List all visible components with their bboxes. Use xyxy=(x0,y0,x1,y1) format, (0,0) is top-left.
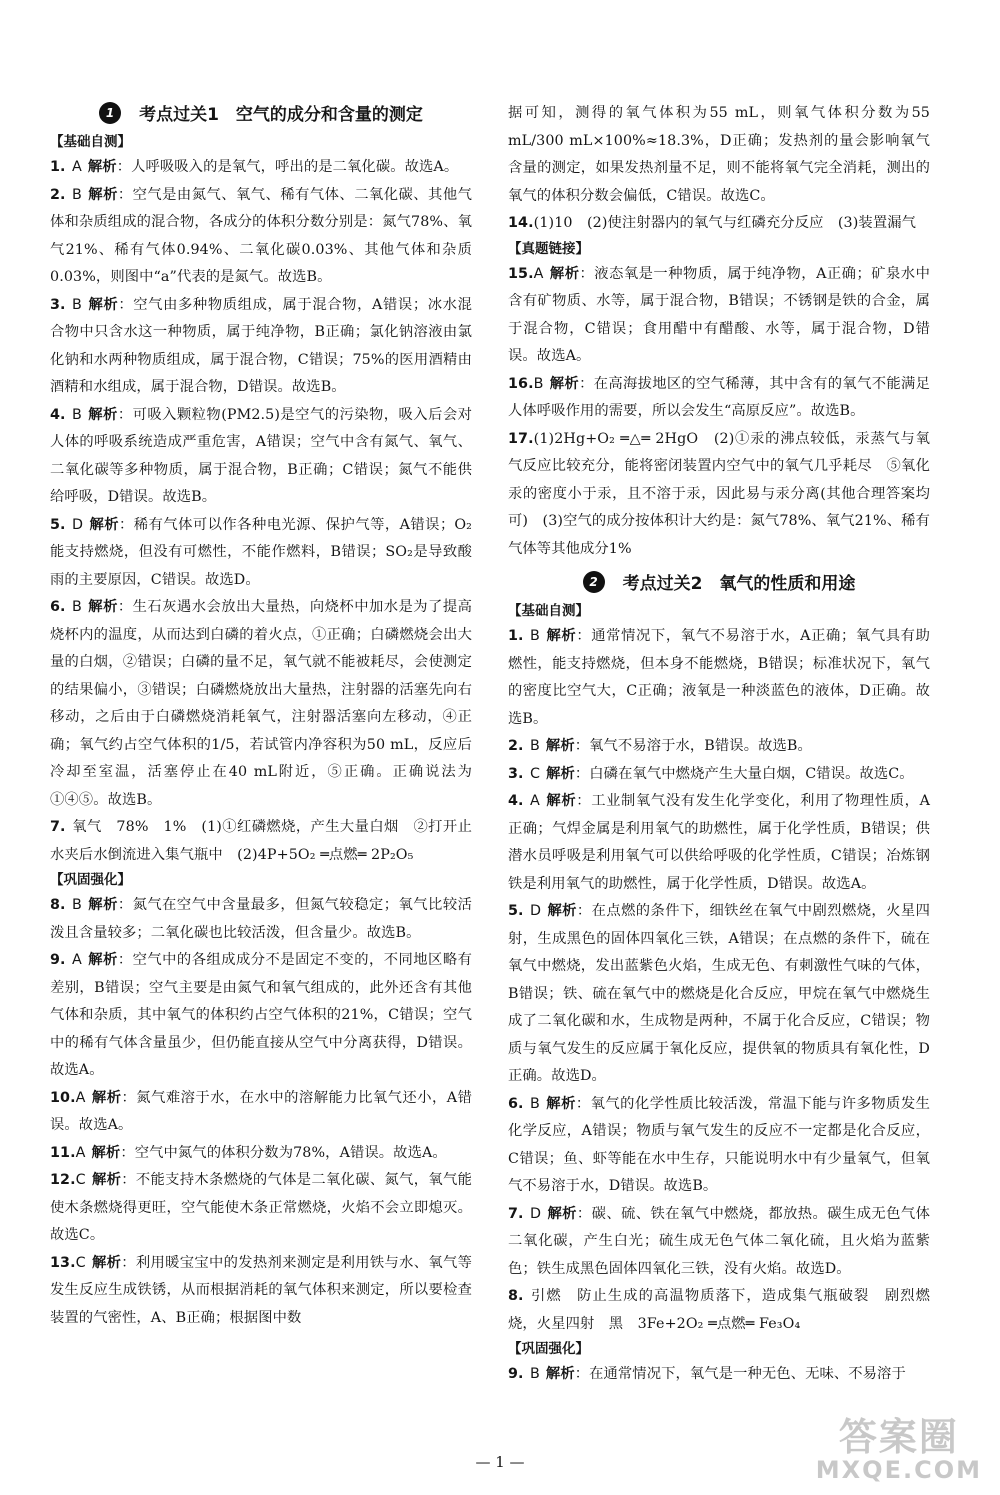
explanation-text: ：稀有气体可以作各种电光源、保护气等，A错误；O₂能支持燃烧，但没有可燃性，不能作燃料，B错误；SO₂是导致酸雨的主要原因，C错误。故选D。 xyxy=(50,516,473,588)
question-number: 5. xyxy=(508,903,524,919)
explanation-label: 解析 xyxy=(549,375,580,392)
explanation-text: ：氮气难溶于水，在水中的溶解能力比氧气还小，A错误。故选A。 xyxy=(50,1089,472,1133)
answer-choice: D xyxy=(530,903,542,919)
explanation-text: ：可吸入颗粒物(PM2.5)是空气的污染物，吸入后会对人体的呼吸系统造成严重危害，A错误；空气中含有氮气、氧气、二氧化碳等多种物质，属于混合物，B正确；C错误；氮气不能供给呼吸，D错误。故选B。 xyxy=(50,406,472,505)
question-number: 6. xyxy=(508,1095,524,1112)
topic-heading xyxy=(508,569,930,594)
question-item xyxy=(508,761,930,789)
question-number: 14. xyxy=(508,215,534,231)
question-item xyxy=(508,788,930,898)
answer-choice: A xyxy=(72,952,82,968)
question-item xyxy=(50,1140,472,1168)
explanation-label: 解析 xyxy=(91,1089,122,1106)
explanation-text: 据可知，测得的氧气体积为55 mL，则氧气体积分数为55 mL/300 mL×100%≈18.3%，D正确；发热剂的量会影响氧气含量的测定，如果发热剂量不足，则不能将氧气完全消耗，测出的氧气的体积分数会偏低，C错误。故选C。 xyxy=(508,105,930,204)
explanation-label: 解析 xyxy=(545,738,575,754)
question-number: 3. xyxy=(508,765,524,782)
question-number: 7. xyxy=(50,819,66,835)
question-number: 7. xyxy=(508,1205,524,1222)
question-item xyxy=(508,623,930,733)
explanation-text: ：通常情况下，氧气不易溶于水，A正确；氧气具有助燃性，能支持燃烧，但本身不能燃烧，B错误；标准状况下，氧气的密度比空气大，C正确；液氧是一种淡蓝色的液体，D正确。故选B。 xyxy=(508,628,930,727)
question-number: 12. xyxy=(50,1172,76,1188)
question-number: 9. xyxy=(508,1366,524,1382)
right-column xyxy=(508,100,930,1389)
explanation-text: ：白磷在氧气中燃烧产生大量白烟，C错误。故选C。 xyxy=(574,765,914,782)
section-heading: 【巩固强化】 xyxy=(508,1341,589,1357)
explanation-label: 解析 xyxy=(87,897,118,913)
explanation-text: ：利用暖宝宝中的发热剂来测定是利用铁与水、氧气等发生反应生成铁锈，从而根据消耗的氧气体积来测定，所以要检查装置的气密性，A、B正确；根据图中数 xyxy=(50,1254,472,1326)
answer-choice: B xyxy=(530,1095,540,1112)
answer-choice: A xyxy=(75,1089,86,1106)
question-item xyxy=(508,1091,930,1201)
answer-choice: A xyxy=(72,159,82,175)
question-item xyxy=(50,292,472,402)
question-item xyxy=(50,594,472,814)
explanation-label: 解析 xyxy=(87,186,118,203)
explanation-label: 解析 xyxy=(91,1254,122,1271)
explanation-text: ：空气中氮气的体积分数为78%，A错误。故选A。 xyxy=(120,1144,447,1161)
question-item xyxy=(508,1361,930,1389)
answer-choice: B xyxy=(530,1366,540,1382)
question-number: 16. xyxy=(508,375,534,392)
question-number: 5. xyxy=(50,516,66,533)
answer-choice: A xyxy=(75,1144,86,1161)
explanation-text: ：氮气在空气中含量最多，但氮气较稳定；氧气比较活泼且含量较多；二氧化碳也比较活泼，但含量少。故选B。 xyxy=(50,897,472,941)
question-number: 8. xyxy=(508,1288,524,1304)
explanation-label: 解析 xyxy=(545,628,577,644)
question-item xyxy=(508,371,930,426)
explanation-label: 解析 xyxy=(91,1172,122,1188)
question-number: 13. xyxy=(50,1254,76,1271)
topic-heading xyxy=(50,100,472,125)
question-item xyxy=(508,210,930,238)
watermark-logo xyxy=(816,1417,982,1483)
answer-choice: A xyxy=(533,265,544,282)
question-number: 4. xyxy=(50,406,66,423)
explanation-label: 解析 xyxy=(89,516,120,533)
answer-choice: D xyxy=(72,516,84,533)
question-item xyxy=(50,814,472,869)
explanation-text: (1)2Hg+O₂ ═△═ 2HgO (2)①汞的沸点较低，汞蒸气与氧气反应比较充分，能将密闭装置内空气中的氧气几乎耗尽 ⑤氧化汞的密度小于汞，且不溶于汞，因此易与汞分离(其他合理答案均可) (3)空气的成分按体积计大约是：氮气78%、氧气21%、稀有气体等其他成分1% xyxy=(508,430,930,557)
question-item xyxy=(50,1250,472,1333)
explanation-text: ：人呼吸吸入的是氧气，呼出的是二氧化碳。故选A。 xyxy=(116,159,459,175)
answer-choice: C xyxy=(75,1172,86,1188)
answer-choice: B xyxy=(72,296,82,313)
section-heading: 【基础自测】 xyxy=(508,603,589,619)
left-column xyxy=(50,100,472,1332)
section-heading: 【基础自测】 xyxy=(50,134,131,150)
answer-choice: B xyxy=(72,406,82,423)
explanation-text: ：工业制氧气没有发生化学变化，利用了物理性质，A正确；气焊金属是利用氧气的助燃性，属于化学性质，B错误；供潜水员呼吸是利用氧气可以供给呼吸的化学性质，C错误；冶炼钢铁是利用氧气的助燃性，属于化学性质，D错误。故选A。 xyxy=(508,793,930,892)
question-item xyxy=(50,182,472,292)
explanation-text: ：空气由多种物质组成，属于混合物，A错误；冰水混合物中只含水这一种物质，属于纯净物，B正确；氯化钠溶液由氯化钠和水两种物质组成，属于混合物，C错误；75%的医用酒精由酒精和水组成，属于混合物，D错误。故选B。 xyxy=(50,296,472,395)
question-item xyxy=(50,947,472,1085)
answer-choice: A xyxy=(530,793,540,809)
question-item xyxy=(508,1283,930,1338)
answer-choice: B xyxy=(530,738,540,754)
explanation-text: ：氧气的化学性质比较活泼，常温下能与许多物质发生化学反应，A错误；物质与氧气发生的反应不一定都是化合反应，C错误；鱼、虾等能在水中生存，只能说明水中有少量氧气，但氧气不易溶于水，D错误。故选B。 xyxy=(508,1095,930,1194)
watermark-sub: MXQE.COM xyxy=(815,1456,982,1484)
answer-choice: C xyxy=(530,765,541,782)
topic-badge: 1 xyxy=(99,102,121,124)
question-item xyxy=(50,1085,472,1140)
explanation-text: ：空气中的各组成成分不是固定不变的，不同地区略有差别，B错误；空气主要是由氮气和氧气组成的，此外还含有其他气体和杂质，其中氧气的体积约占空气体积的21%，C错误；空气中的稀有气体含量虽少，但仍能直接从空气中分离获得，D错误。故选A。 xyxy=(50,952,473,1078)
explanation-label: 解析 xyxy=(87,599,118,615)
question-item xyxy=(508,100,930,210)
question-item xyxy=(50,512,472,595)
watermark-main: 答案圈 xyxy=(838,1415,959,1459)
explanation-text: 引燃 防止生成的高温物质落下，造成集气瓶破裂 剧烈燃烧，火星四射 黑 3Fe+2O₂ ═点燃═ Fe₃O₄ xyxy=(508,1288,930,1332)
section-heading: 【巩固强化】 xyxy=(50,872,131,888)
question-number: 1. xyxy=(508,628,524,644)
section-heading: 【真题链接】 xyxy=(508,240,589,257)
question-item xyxy=(50,1167,472,1250)
explanation-label: 解析 xyxy=(87,159,117,175)
question-item xyxy=(508,898,930,1091)
answer-choice: B xyxy=(72,599,82,615)
explanation-text: ：碳、硫、铁在氧气中燃烧，都放热。碳生成无色气体二氧化碳，产生白光；硫生成无色气体二氧化硫，且火焰为蓝紫色；铁生成黑色固体四氧化三铁，没有火焰。故选D。 xyxy=(508,1205,931,1277)
question-number: 8. xyxy=(50,897,66,913)
question-number: 15. xyxy=(508,265,534,282)
explanation-label: 解析 xyxy=(549,265,580,282)
explanation-text: 氧气 78% 1% (1)①红磷燃烧，产生大量白烟 ②打开止水夹后水倒流进入集气瓶中 (2)4P+5O₂ ═点燃═ 2P₂O₅ xyxy=(50,819,472,863)
question-item xyxy=(508,733,930,761)
explanation-text: ：不能支持木条燃烧的气体是二氧化碳、氮气，氧气能使木条燃烧得更旺，空气能使木条正常燃烧，火焰不会立即熄灭。故选C。 xyxy=(50,1172,472,1243)
explanation-label: 解析 xyxy=(87,296,119,313)
page-number: — 1 — xyxy=(475,1453,525,1471)
topic-title: 考点过关2 氧气的性质和用途 xyxy=(622,574,856,594)
explanation-label: 解析 xyxy=(87,952,118,968)
explanation-text: ：液态氧是一种物质，属于纯净物，A正确；矿泉水中含有矿物质、水等，属于混合物，B错误；不锈钢是铁的合金，属于混合物，C错误；食用醋中有醋酸、水等，属于混合物，D错误。故选A。 xyxy=(508,265,930,364)
question-number: 9. xyxy=(50,952,66,968)
topic-badge: 2 xyxy=(583,571,605,593)
question-number: 4. xyxy=(508,793,524,809)
explanation-text: ：在通常情况下，氧气是一种无色、无味、不易溶于 xyxy=(574,1366,906,1382)
topic-title: 考点过关1 空气的成分和含量的测定 xyxy=(139,105,423,125)
question-number: 10. xyxy=(50,1089,76,1106)
explanation-label: 解析 xyxy=(91,1144,121,1161)
explanation-text: ：在高海拔地区的空气稀薄，其中含有的氧气不能满足人体呼吸作用的需要，所以会发生“高原反应”。故选B。 xyxy=(508,375,930,419)
question-number: 17. xyxy=(508,430,534,447)
explanation-label: 解析 xyxy=(545,1095,576,1112)
explanation-text: ：氧气不易溶于水，B错误。故选B。 xyxy=(574,738,812,754)
explanation-label: 解析 xyxy=(547,903,577,919)
explanation-label: 解析 xyxy=(87,406,118,423)
question-number: 6. xyxy=(50,599,66,615)
question-number: 2. xyxy=(50,186,66,203)
question-item xyxy=(508,1201,930,1284)
explanation-label: 解析 xyxy=(545,793,577,809)
answer-choice: B xyxy=(72,897,82,913)
answer-choice: B xyxy=(530,628,540,644)
question-item xyxy=(50,402,472,512)
answer-choice: B xyxy=(533,375,544,392)
question-item xyxy=(50,154,472,182)
answer-choice: B xyxy=(72,186,82,203)
answer-choice: D xyxy=(530,1205,542,1222)
question-item xyxy=(508,426,930,564)
question-number: 11. xyxy=(50,1144,76,1161)
question-number: 3. xyxy=(50,296,66,313)
explanation-label: 解析 xyxy=(546,765,575,782)
question-number: 1. xyxy=(50,159,66,175)
explanation-text: ：生石灰遇水会放出大量热，向烧杯中加水是为了提高烧杯内的温度，从而达到白磷的着火点，①正确；白磷燃烧会出大量的白烟，②错误；白磷的量不足，氧气就不能被耗尽，会使测定的结果偏小，③错误；白磷燃烧放出大量热，注射器的活塞先向右移动，之后由于白磷燃烧消耗氧气，注射器活塞向左移动，④正确；氧气约占空气体积的1/5，若试管内净容积为50 mL，反应后冷却至室温，活塞停止在40 mL附近，⑤正确。正确说法为①④⑤。故选B。 xyxy=(50,599,472,808)
explanation-text: ：空气是由氮气、氧气、稀有气体、二氧化碳、其他气体和杂质组成的混合物，各成分的体积分数分别是：氮气78%、氧气21%、稀有气体0.94%、二氧化碳0.03%、其他气体和杂质0.03%，则图中“a”代表的是氮气。故选B。 xyxy=(50,186,472,285)
explanation-text: (1)10 (2)使注射器内的氧气与红磷充分反应 (3)装置漏气 xyxy=(533,215,917,231)
answer-choice: C xyxy=(75,1254,86,1271)
explanation-label: 解析 xyxy=(547,1205,577,1222)
explanation-text: ：在点燃的条件下，细铁丝在氧气中剧烈燃烧，火星四射，生成黑色的固体四氧化三铁，A错误；在点燃的条件下，硫在氧气中燃烧，发出蓝紫色火焰，生成无色、有刺激性气味的气体，B错误；铁、硫在氧气中的燃烧是化合反应，甲烷在氧气中燃烧生成了二氧化碳和水，生成物是两种，不属于化合反应，C错误；物质与氧气发生的反应属于氧化反应，提供氧的物质具有氧化性，D正确。故选D。 xyxy=(508,903,931,1084)
question-number: 2. xyxy=(508,738,524,754)
question-item xyxy=(508,261,930,371)
explanation-label: 解析 xyxy=(545,1366,575,1382)
question-item xyxy=(50,892,472,947)
